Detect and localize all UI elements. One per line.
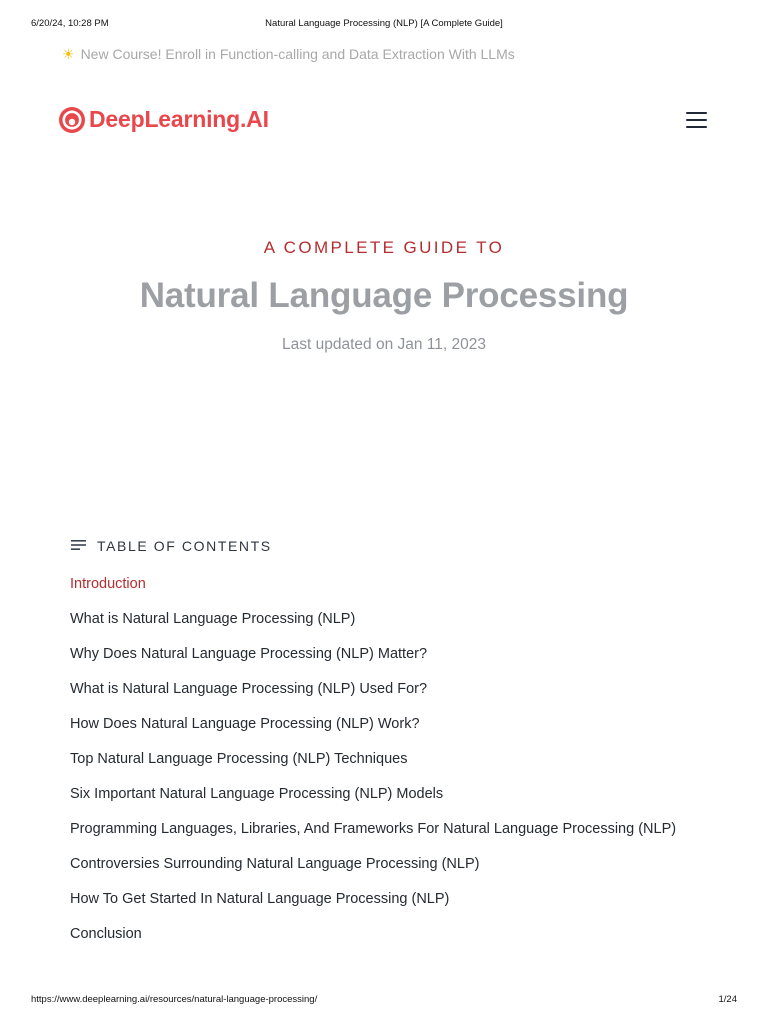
toc-link-introduction[interactable]: Introduction: [70, 576, 146, 592]
print-document-title: Natural Language Processing (NLP) [A Complete Guide]: [265, 18, 503, 29]
site-logo[interactable]: [59, 106, 269, 133]
toc-link-what-is-nlp[interactable]: What is Natural Language Processing (NLP): [70, 611, 356, 627]
page-title: Natural Language Processing: [139, 276, 629, 315]
table-of-contents: [70, 536, 690, 959]
toc-link-conclusion[interactable]: Conclusion: [70, 926, 142, 942]
promo-banner[interactable]: [62, 46, 515, 62]
print-page-number: 1/24: [718, 994, 737, 1005]
last-updated: Last updated on Jan 11, 2023: [282, 336, 486, 353]
toc-link-nlp-models[interactable]: Six Important Natural Language Processing (NLP) Models: [70, 786, 444, 802]
print-url: https://www.deeplearning.ai/resources/natural-language-processing/: [31, 994, 318, 1005]
toc-link-how-nlp-works[interactable]: How Does Natural Language Processing (NLP) Work?: [70, 716, 420, 732]
sun-icon: ☀: [62, 46, 75, 62]
toc-link-why-nlp-matters[interactable]: Why Does Natural Language Processing (NLP) Matter?: [70, 646, 428, 662]
logo-text: DeepLearning.AI: [89, 106, 269, 132]
toc-link-nlp-languages-libraries[interactable]: Programming Languages, Libraries, And Frameworks For Natural Language Processing (NLP): [70, 821, 677, 837]
print-header: [0, 16, 768, 32]
hero-eyebrow: A COMPLETE GUIDE TO: [263, 238, 505, 257]
hero: [0, 238, 768, 354]
toc-heading: TABLE OF CONTENTS: [97, 538, 272, 554]
toc-link-nlp-uses[interactable]: What is Natural Language Processing (NLP) Used For?: [70, 681, 428, 697]
list-icon: [70, 538, 87, 555]
toc-link-nlp-controversies[interactable]: Controversies Surrounding Natural Language Processing (NLP): [70, 856, 480, 872]
toc-header: [70, 536, 690, 556]
toc-link-getting-started[interactable]: How To Get Started In Natural Language Processing (NLP): [70, 891, 450, 907]
promo-text: New Course! Enroll in Function-calling and Data Extraction With LLMs: [80, 46, 515, 62]
print-datetime: 6/20/24, 10:28 PM: [31, 18, 109, 29]
toc-link-nlp-techniques[interactable]: Top Natural Language Processing (NLP) Techniques: [70, 751, 408, 767]
hamburger-menu-icon[interactable]: [686, 111, 708, 129]
toc-list: [70, 574, 690, 944]
logo-mark-icon: [59, 107, 85, 133]
